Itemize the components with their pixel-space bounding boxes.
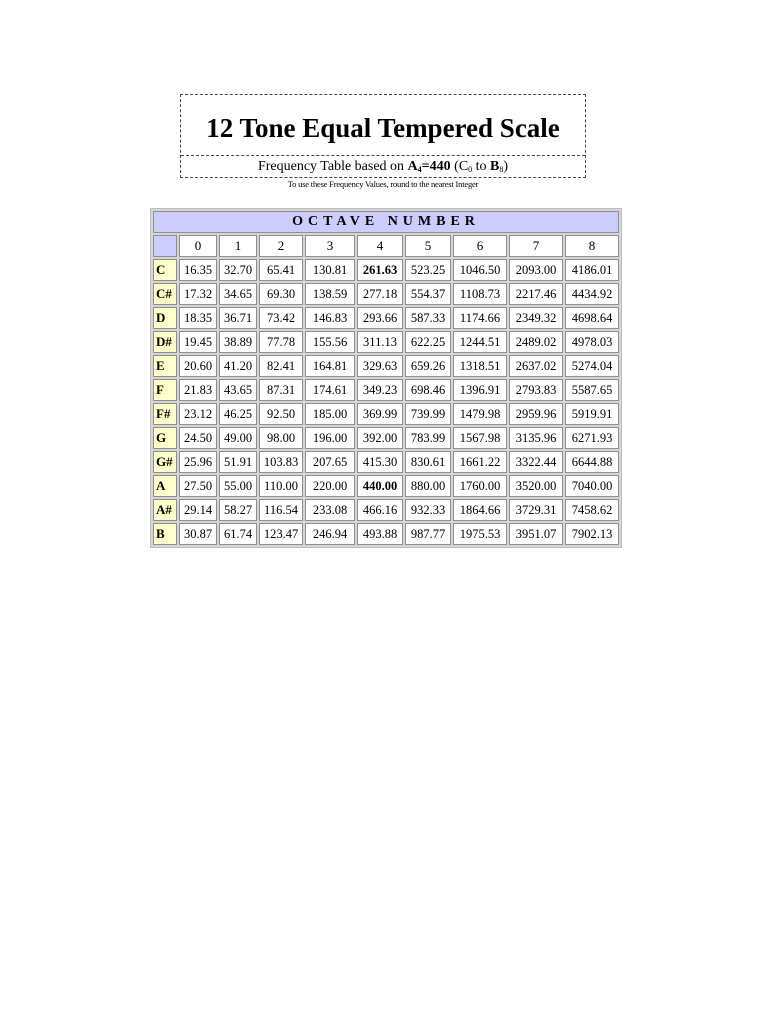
subtitle bbox=[181, 155, 585, 179]
frequency-cell: 1760.00 bbox=[453, 475, 507, 497]
note-name-cell: G bbox=[153, 427, 177, 449]
frequency-cell: 110.00 bbox=[259, 475, 303, 497]
frequency-cell: 493.88 bbox=[357, 523, 403, 545]
frequency-cell: 2217.46 bbox=[509, 283, 563, 305]
frequency-cell: 138.59 bbox=[305, 283, 355, 305]
frequency-cell: 3135.96 bbox=[509, 427, 563, 449]
octave-column-header: 4 bbox=[357, 235, 403, 257]
frequency-cell: 23.12 bbox=[179, 403, 217, 425]
frequency-cell: 587.33 bbox=[405, 307, 451, 329]
frequency-cell: 98.00 bbox=[259, 427, 303, 449]
note-name-cell: C# bbox=[153, 283, 177, 305]
subtitle-ref-note: A bbox=[407, 159, 418, 174]
frequency-cell: 20.60 bbox=[179, 355, 217, 377]
frequency-cell: 65.41 bbox=[259, 259, 303, 281]
frequency-cell: 27.50 bbox=[179, 475, 217, 497]
frequency-cell: 329.63 bbox=[357, 355, 403, 377]
frequency-cell: 130.81 bbox=[305, 259, 355, 281]
table-row bbox=[153, 283, 619, 305]
frequency-cell: 880.00 bbox=[405, 475, 451, 497]
table-row bbox=[153, 523, 619, 545]
frequency-cell: 4434.92 bbox=[565, 283, 619, 305]
frequency-cell: 51.91 bbox=[219, 451, 257, 473]
frequency-cell: 1046.50 bbox=[453, 259, 507, 281]
frequency-cell: 466.16 bbox=[357, 499, 403, 521]
frequency-cell: 82.41 bbox=[259, 355, 303, 377]
frequency-cell: 196.00 bbox=[305, 427, 355, 449]
page-title: 12 Tone Equal Tempered Scale bbox=[206, 113, 560, 143]
frequency-cell: 25.96 bbox=[179, 451, 217, 473]
frequency-cell: 46.25 bbox=[219, 403, 257, 425]
frequency-cell: 1396.91 bbox=[453, 379, 507, 401]
octave-column-header: 1 bbox=[219, 235, 257, 257]
octave-column-header: 2 bbox=[259, 235, 303, 257]
frequency-cell: 830.61 bbox=[405, 451, 451, 473]
subtitle-ref-octave: 4 bbox=[417, 165, 422, 174]
table-row bbox=[153, 451, 619, 473]
frequency-cell: 1244.51 bbox=[453, 331, 507, 353]
octave-column-header: 7 bbox=[509, 235, 563, 257]
frequency-cell: 123.47 bbox=[259, 523, 303, 545]
octave-header: OCTAVE NUMBER bbox=[153, 211, 619, 233]
table-row bbox=[153, 331, 619, 353]
note-name-cell: F# bbox=[153, 403, 177, 425]
frequency-cell: 164.81 bbox=[305, 355, 355, 377]
frequency-cell: 3951.07 bbox=[509, 523, 563, 545]
frequency-cell: 6271.93 bbox=[565, 427, 619, 449]
octave-column-header: 6 bbox=[453, 235, 507, 257]
frequency-cell: 7458.62 bbox=[565, 499, 619, 521]
frequency-cell: 41.20 bbox=[219, 355, 257, 377]
frequency-cell: 1567.98 bbox=[453, 427, 507, 449]
frequency-cell: 261.63 bbox=[357, 259, 403, 281]
frequency-cell: 4978.03 bbox=[565, 331, 619, 353]
frequency-cell: 415.30 bbox=[357, 451, 403, 473]
frequency-cell: 3520.00 bbox=[509, 475, 563, 497]
table-row bbox=[153, 355, 619, 377]
frequency-cell: 246.94 bbox=[305, 523, 355, 545]
frequency-cell: 5274.04 bbox=[565, 355, 619, 377]
frequency-cell: 1661.22 bbox=[453, 451, 507, 473]
octave-column-header: 3 bbox=[305, 235, 355, 257]
table-row bbox=[153, 403, 619, 425]
subtitle-prefix: Frequency Table based on bbox=[257, 159, 408, 174]
frequency-cell: 369.99 bbox=[357, 403, 403, 425]
frequency-cell: 1318.51 bbox=[453, 355, 507, 377]
note-name-cell: F bbox=[153, 379, 177, 401]
octave-header-row bbox=[153, 211, 619, 233]
subtitle-range-low-octave: 0 bbox=[468, 165, 473, 174]
table-row bbox=[153, 307, 619, 329]
frequency-cell: 61.74 bbox=[219, 523, 257, 545]
note-name-cell: C bbox=[153, 259, 177, 281]
frequency-cell: 73.42 bbox=[259, 307, 303, 329]
frequency-cell: 58.27 bbox=[219, 499, 257, 521]
note-name-cell: A bbox=[153, 475, 177, 497]
frequency-cell: 24.50 bbox=[179, 427, 217, 449]
frequency-cell: 1975.53 bbox=[453, 523, 507, 545]
frequency-cell: 2793.83 bbox=[509, 379, 563, 401]
frequency-cell: 659.26 bbox=[405, 355, 451, 377]
frequency-cell: 554.37 bbox=[405, 283, 451, 305]
table-row bbox=[153, 379, 619, 401]
note-name-cell: E bbox=[153, 355, 177, 377]
frequency-cell: 38.89 bbox=[219, 331, 257, 353]
frequency-cell: 155.56 bbox=[305, 331, 355, 353]
subtitle-range-high-octave: 8 bbox=[499, 165, 504, 174]
octave-column-header: 8 bbox=[565, 235, 619, 257]
frequency-cell: 69.30 bbox=[259, 283, 303, 305]
note-name-cell: A# bbox=[153, 499, 177, 521]
frequency-cell: 220.00 bbox=[305, 475, 355, 497]
frequency-cell: 116.54 bbox=[259, 499, 303, 521]
frequency-cell: 146.83 bbox=[305, 307, 355, 329]
frequency-cell: 36.71 bbox=[219, 307, 257, 329]
subtitle-ref-value: =440 bbox=[421, 159, 451, 174]
frequency-cell: 92.50 bbox=[259, 403, 303, 425]
note-name-cell: B bbox=[153, 523, 177, 545]
frequency-cell: 3322.44 bbox=[509, 451, 563, 473]
frequency-cell: 349.23 bbox=[357, 379, 403, 401]
frequency-cell: 1479.98 bbox=[453, 403, 507, 425]
frequency-cell: 29.14 bbox=[179, 499, 217, 521]
subtitle-range-open: (C bbox=[450, 159, 469, 174]
frequency-cell: 2959.96 bbox=[509, 403, 563, 425]
frequency-cell: 392.00 bbox=[357, 427, 403, 449]
frequency-cell: 87.31 bbox=[259, 379, 303, 401]
frequency-cell: 739.99 bbox=[405, 403, 451, 425]
frequency-cell: 1174.66 bbox=[453, 307, 507, 329]
column-header-row bbox=[153, 235, 619, 257]
frequency-cell: 932.33 bbox=[405, 499, 451, 521]
subtitle-range-mid: to bbox=[472, 159, 491, 174]
frequency-table bbox=[150, 208, 622, 548]
frequency-cell: 5587.65 bbox=[565, 379, 619, 401]
frequency-cell: 4186.01 bbox=[565, 259, 619, 281]
frequency-cell: 3729.31 bbox=[509, 499, 563, 521]
table-row bbox=[153, 499, 619, 521]
frequency-cell: 233.08 bbox=[305, 499, 355, 521]
table-row bbox=[153, 475, 619, 497]
frequency-cell: 2093.00 bbox=[509, 259, 563, 281]
frequency-cell: 1108.73 bbox=[453, 283, 507, 305]
frequency-cell: 207.65 bbox=[305, 451, 355, 473]
frequency-cell: 293.66 bbox=[357, 307, 403, 329]
frequency-cell: 1864.66 bbox=[453, 499, 507, 521]
frequency-cell: 17.32 bbox=[179, 283, 217, 305]
octave-column-header: 5 bbox=[405, 235, 451, 257]
frequency-cell: 6644.88 bbox=[565, 451, 619, 473]
title-box bbox=[180, 94, 586, 178]
frequency-cell: 30.87 bbox=[179, 523, 217, 545]
frequency-cell: 698.46 bbox=[405, 379, 451, 401]
frequency-cell: 21.83 bbox=[179, 379, 217, 401]
note-name-cell: D# bbox=[153, 331, 177, 353]
frequency-cell: 49.00 bbox=[219, 427, 257, 449]
frequency-cell: 19.45 bbox=[179, 331, 217, 353]
frequency-cell: 16.35 bbox=[179, 259, 217, 281]
note-name-cell: G# bbox=[153, 451, 177, 473]
frequency-cell: 55.00 bbox=[219, 475, 257, 497]
frequency-cell: 2637.02 bbox=[509, 355, 563, 377]
frequency-cell: 18.35 bbox=[179, 307, 217, 329]
frequency-cell: 32.70 bbox=[219, 259, 257, 281]
table-row bbox=[153, 427, 619, 449]
frequency-table-body bbox=[153, 259, 619, 545]
frequency-cell: 2489.02 bbox=[509, 331, 563, 353]
frequency-cell: 185.00 bbox=[305, 403, 355, 425]
frequency-cell: 77.78 bbox=[259, 331, 303, 353]
frequency-cell: 277.18 bbox=[357, 283, 403, 305]
frequency-cell: 987.77 bbox=[405, 523, 451, 545]
frequency-cell: 174.61 bbox=[305, 379, 355, 401]
frequency-cell: 622.25 bbox=[405, 331, 451, 353]
subtitle-range-high-note: B bbox=[490, 159, 500, 174]
frequency-cell: 7902.13 bbox=[565, 523, 619, 545]
frequency-cell: 311.13 bbox=[357, 331, 403, 353]
frequency-cell: 440.00 bbox=[357, 475, 403, 497]
frequency-cell: 4698.64 bbox=[565, 307, 619, 329]
octave-column-header: 0 bbox=[179, 235, 217, 257]
frequency-cell: 43.65 bbox=[219, 379, 257, 401]
frequency-cell: 783.99 bbox=[405, 427, 451, 449]
table-row bbox=[153, 259, 619, 281]
frequency-cell: 7040.00 bbox=[565, 475, 619, 497]
frequency-cell: 5919.91 bbox=[565, 403, 619, 425]
corner-cell bbox=[153, 235, 177, 257]
subtitle-range-close: ) bbox=[503, 159, 509, 174]
frequency-cell: 103.83 bbox=[259, 451, 303, 473]
frequency-cell: 34.65 bbox=[219, 283, 257, 305]
note-name-cell: D bbox=[153, 307, 177, 329]
frequency-cell: 523.25 bbox=[405, 259, 451, 281]
frequency-cell: 2349.32 bbox=[509, 307, 563, 329]
rounding-note: To use these Frequency Values, round to the nearest Integer bbox=[287, 179, 479, 189]
